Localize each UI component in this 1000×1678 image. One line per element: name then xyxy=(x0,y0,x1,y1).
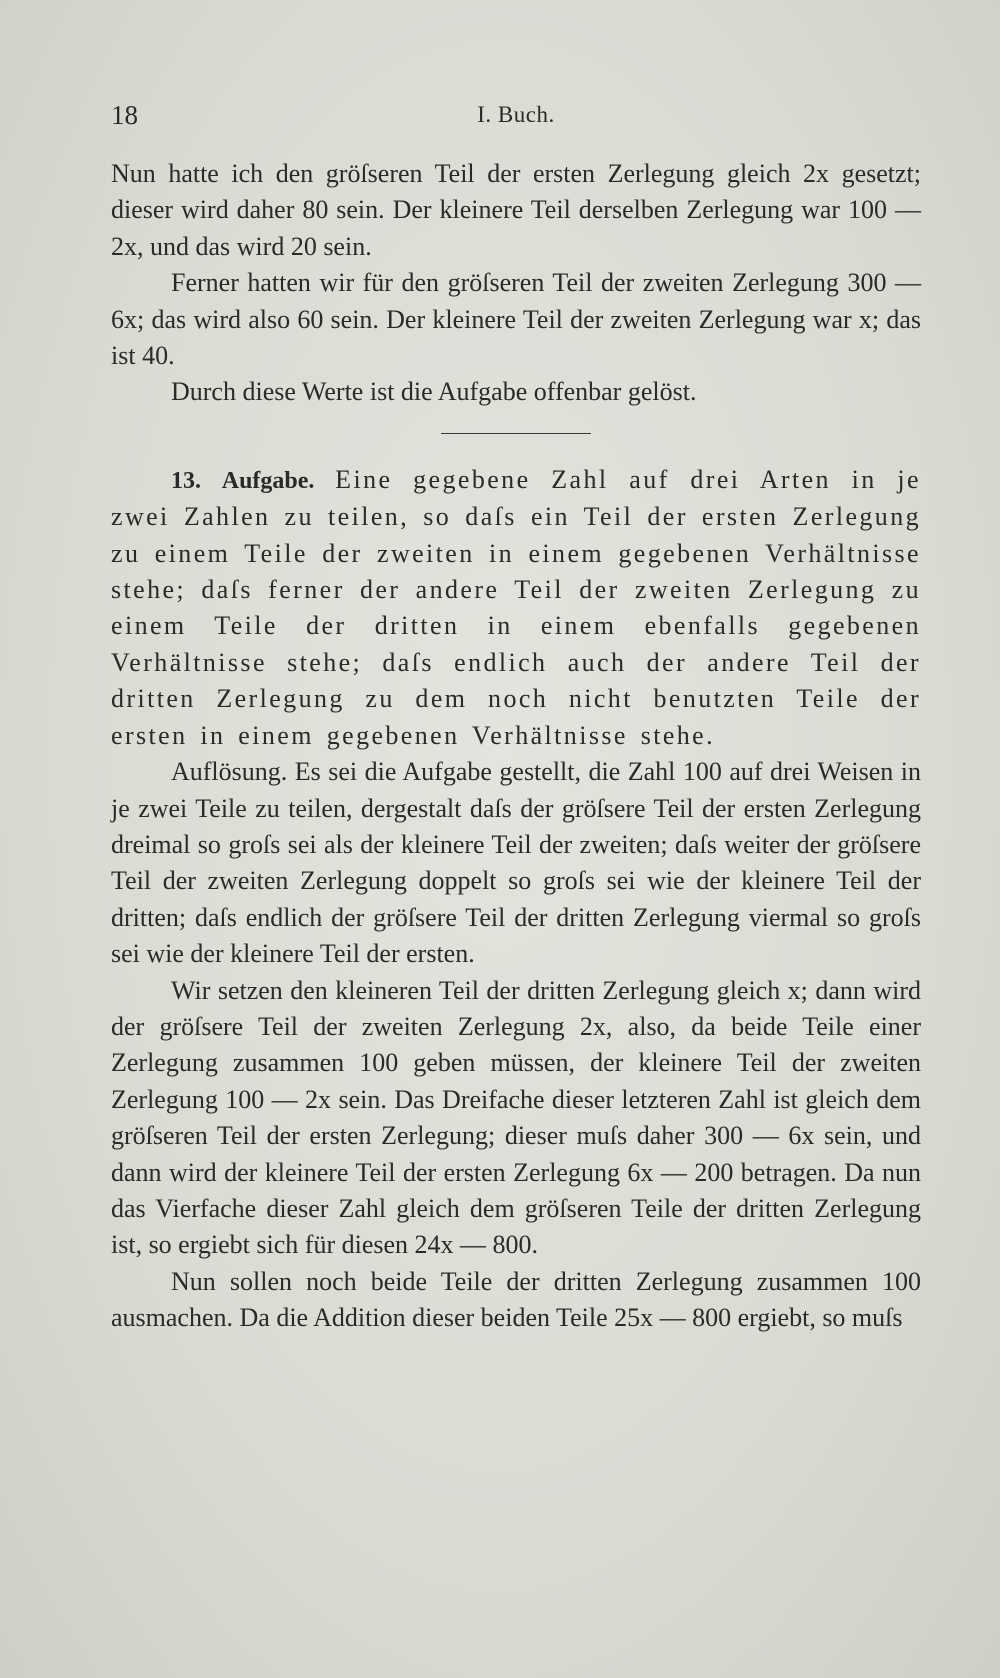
paragraph-1: Nun hatte ich den gröſseren Teil der ersten Zerlegung gleich 2x gesetzt; dieser wird daher 80 sein. Der kleinere Teil derselben Zerlegung war 100 — 2x, und das wird 20 sein. xyxy=(111,159,921,261)
task-label: Aufgabe. xyxy=(221,467,315,494)
task-statement: Eine gegebene Zahl auf drei Arten in je zwei Zahlen zu teilen, so daſs ein Teil der ersten Zerlegung zu einem Teile der zweiten in einem gegebenen Verhältnisse stehe; daſs ferner der andere Teil der zweiten Zerlegung zu einem Teile der dritten in einem ebenfalls gegebenen Verhältnisse stehe; daſs endlich auch der andere Teil der dritten Zerlegung zu dem noch nicht benutzten Teile der ersten in einem gegebenen Verhältnisse stehe. xyxy=(111,464,921,750)
solution-label: Auflösung. xyxy=(171,757,288,787)
running-head: I. Buch. xyxy=(477,102,555,127)
section-divider xyxy=(441,433,591,434)
task-13-paragraph xyxy=(111,462,921,754)
solution-paragraph xyxy=(111,754,921,972)
task-number: 13. xyxy=(171,467,201,494)
paragraph-3: Durch diese Werte ist die Aufgabe offenbar gelöst. xyxy=(171,377,697,407)
paragraph-6: Wir setzen den kleineren Teil der dritten Zerlegung gleich x; dann wird der gröſsere Teil der zweiten Zerlegung 2x, also, da beide Teile einer Zerlegung zusammen 100 geben müssen, der kleinere Teil der zweiten Zerlegung 100 — 2x sein. Das Dreifache dieser letzteren Zahl ist gleich dem gröſseren Teil der ersten Zerlegung; dieser muſs daher 300 — 6x sein, und dann wird der kleinere Teil der ersten Zerlegung 6x — 200 betragen. Da nun das Vierfache dieser Zahl gleich dem gröſseren Teile der dritten Zerlegung ist, so ergiebt sich für diesen 24x — 800. xyxy=(111,975,921,1260)
page-number: 18 xyxy=(111,100,138,130)
page-header xyxy=(111,100,921,140)
paragraph-2: Ferner hatten wir für den gröſseren Teil der zweiten Zerlegung 300 — 6x; das wird also 60 sein. Der kleinere Teil der zweiten Zerlegung war x; das ist 40. xyxy=(111,268,921,371)
solution-text: Es sei die Aufgabe gestellt, die Zahl 100 auf drei Weisen in je zwei Teile zu teilen, dergestalt daſs der gröſsere Teil der ersten Zerlegung dreimal so groſs sei als der kleinere Teil der zweiten; daſs weiter der gröſsere Teil der zweiten Zerlegung doppelt so groſs sei wie der kleinere Teil der dritten; daſs endlich der gröſsere Teil der dritten Zerlegung viermal so groſs sei wie der kleinere Teil der ersten. xyxy=(111,757,922,969)
paragraph-7: Nun sollen noch beide Teile der dritten Zerlegung zusammen 100 ausmachen. Da die Addition dieser beiden Teile 25x — 800 ergiebt, so muſs xyxy=(111,1266,921,1333)
page-body xyxy=(111,156,921,1337)
